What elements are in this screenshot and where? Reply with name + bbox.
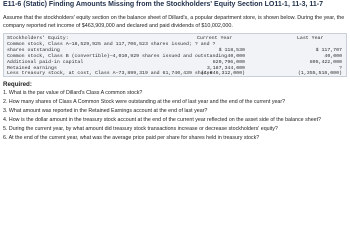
question-item: 1. What is the par value of Dillard's Class A common stock? [3,90,143,96]
row-label: Retained earnings [7,66,57,71]
last-year-value: ? [339,66,342,71]
last-year-value: $ 117,707 [315,48,342,53]
question-item: 4. How is the dollar amount in the treasury stock account at the end of the current year reflected on the asset side of the balance sheet? [3,117,321,123]
row-label: Additional paid-in capital [7,60,84,65]
column-header-last-year: Last Year [297,36,324,41]
row-label: Less treasury stock, at cost, Class A–73,899,319 and 61,740,439 shares [7,71,213,76]
exercise-title: E11-6 (Static) Finding Amounts Missing from the Stockholders' Equity Section LO11-1, 11-3, 11-7 [3,1,323,8]
column-header-current-year: Current Year [197,36,233,41]
question-item: 6. At the end of the current year, what was the average price paid per share for shares held in treasury stock? [3,135,260,141]
current-year-value: 820,796,000 [212,60,245,65]
table-row [7,71,346,77]
current-year-value: 40,000 [227,54,245,59]
question-item: 5. During the current year, by what amount did treasury stock transactions increase or decrease stockholders' equity? [3,126,278,132]
last-year-value: 805,422,000 [309,60,342,65]
question-item: 3. What amount was reported in the Retained Earnings account at the end of last year? [3,108,208,114]
current-year-value: $ 118,530 [218,48,245,53]
row-label: Common stock, Class A—18,529,925 and 117,706,523 shares issued; ? and ? [7,42,216,47]
row-label: Common stock, Class B (convertible)—4,010,929 shares issued and outstanding [7,54,228,59]
required-heading: Required: [3,81,32,88]
last-year-value: (1,355,516,000) [297,71,342,76]
intro-paragraph: Assume that the stockholders' equity section on the balance sheet of Dillard's, a popular department store, is shown below. During the year, the company reported net income of $463,909,000 and declared and paid dividends of $10,002,000. [3,15,345,29]
row-label: shares outstanding [7,48,60,53]
question-item: 2. How many shares of Class A Common Stock were outstanding at the end of last year and the end of the current year? [3,99,286,105]
current-year-value: (1,846,312,000) [200,71,245,76]
current-year-value: 3,187,344,000 [206,66,245,71]
stockholders-equity-table [3,33,347,77]
last-year-value: 40,000 [324,54,342,59]
table-header-label: Stockholders' Equity: [7,36,69,41]
